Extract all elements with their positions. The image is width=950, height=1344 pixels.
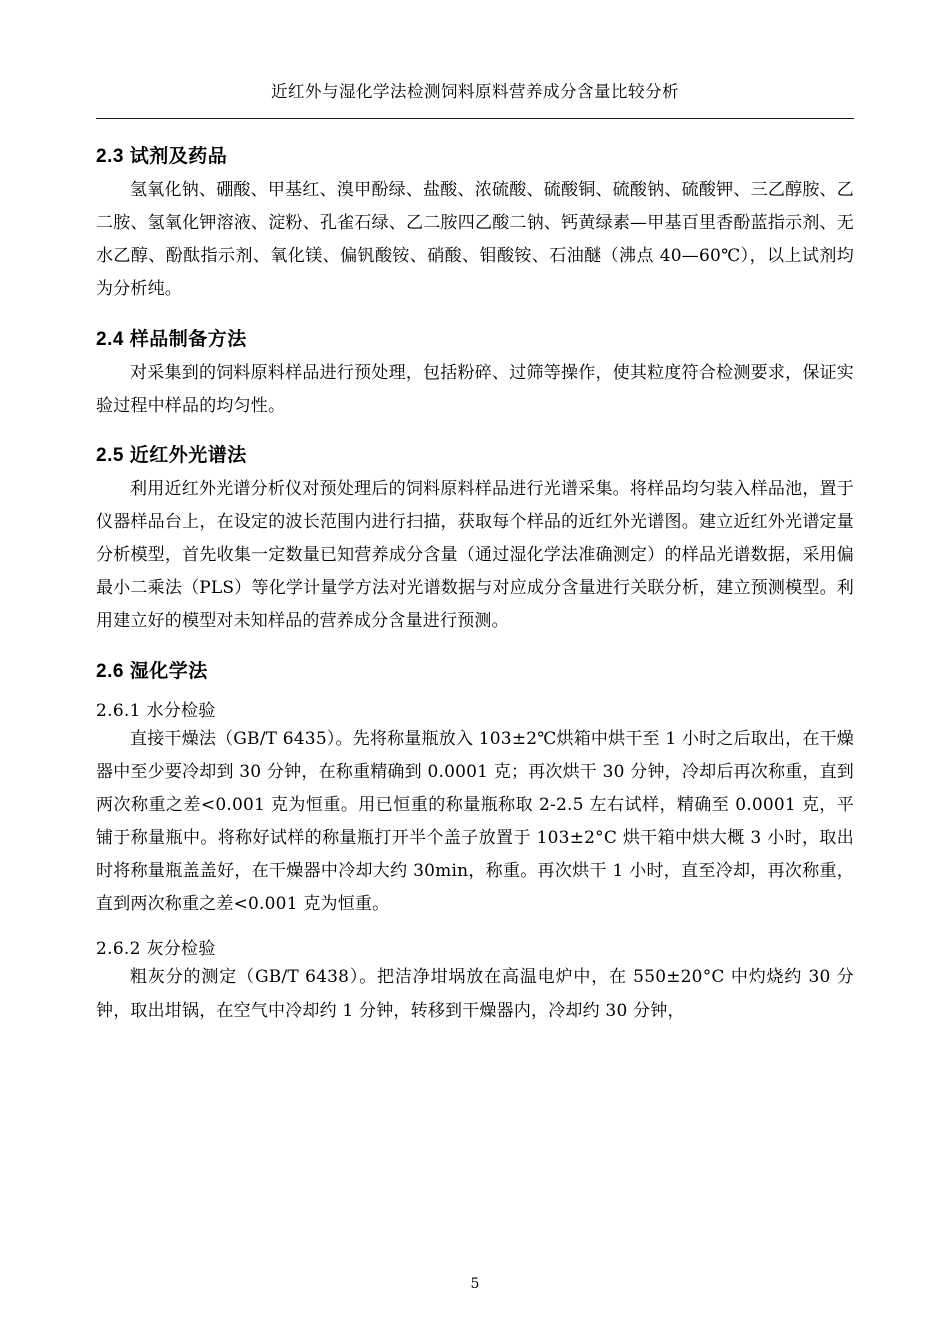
- subsection-heading-2-6-2: 2.6.2 灰分检验: [96, 939, 216, 960]
- subsection-2-6-1-paragraph: 直接干燥法（GB/T 6435）。先将称量瓶放入 103±2℃烘箱中烘干至 1 小时之后取出，在干燥器中至少要冷却到 30 分钟，在称重精确到 0.0001 克；再次烘干 30 分钟，冷却后再次称重，直到两次称重之差<0.001 克为恒重。用已恒重的称量瓶称取 2-2.5 左右试样，精确至 0.0001 克，平铺于称量瓶中。将称好试样的称量瓶打开半个盖子放置于 103±2°C 烘干箱中烘大概 3 小时，取出时将称量瓶盖盖好，在干燥器中冷却大约 30min，称重。再次烘干 1 小时，直至冷却，再次称重，直到两次称重之差<0.001 克为恒重。: [96, 728, 854, 915]
- section-heading-2-3: 2.3 试剂及药品: [96, 146, 228, 167]
- section-heading-2-5: 2.5 近红外光谱法: [96, 444, 247, 466]
- section-2-3-paragraph: 氢氧化钠、硼酸、甲基红、溴甲酚绿、盐酸、浓硫酸、硫酸铜、硫酸钠、硫酸钾、三乙醇胺、乙二胺、氢氧化钾溶液、淀粉、孔雀石绿、乙二胺四乙酸二钠、钙黄绿素—甲基百里香酚蓝指示剂、无水乙醇、酚酞指示剂、氧化镁、偏钒酸铵、硝酸、钼酸铵、石油醚（沸点 40—60℃），以上试剂均为分析纯。: [96, 180, 854, 300]
- section-heading-2-4: 2.4 样品制备方法: [96, 328, 247, 350]
- subsection-heading-2-6-1: 2.6.1 水分检验: [96, 700, 216, 721]
- subsection-2-6-2-paragraph: 粗灰分的测定（GB/T 6438）。把洁净坩埚放在高温电炉中，在 550±20°C 中灼烧约 30 分钟，取出坩锅，在空气中冷却约 1 分钟，转移到干燥器内，冷却约 30 分钟，: [96, 967, 854, 1021]
- section-2-5-paragraph: 利用近红外光谱分析仪对预处理后的饲料原料样品进行光谱采集。将样品均匀装入样品池，置于仪器样品台上，在设定的波长范围内进行扫描，获取每个样品的近红外光谱图。建立近红外光谱定量分析模型，首先收集一定数量已知营养成分含量（通过湿化学法准确测定）的样品光谱数据，采用偏最小二乘法（PLS）等化学计量学方法对光谱数据与对应成分含量进行关联分析，建立预测模型。利用建立好的模型对未知样品的营养成分含量进行预测。: [96, 478, 854, 632]
- section-heading-2-6: 2.6 湿化学法: [96, 660, 208, 682]
- page-number: 5: [470, 1276, 480, 1292]
- section-2-4-paragraph: 对采集到的饲料原料样品进行预处理，包括粉碎、过筛等操作，使其粒度符合检测要求，保证实验过程中样品的均匀性。: [96, 362, 854, 416]
- page-header: 近红外与湿化学法检测饲料原料营养成分含量比较分析: [96, 78, 854, 119]
